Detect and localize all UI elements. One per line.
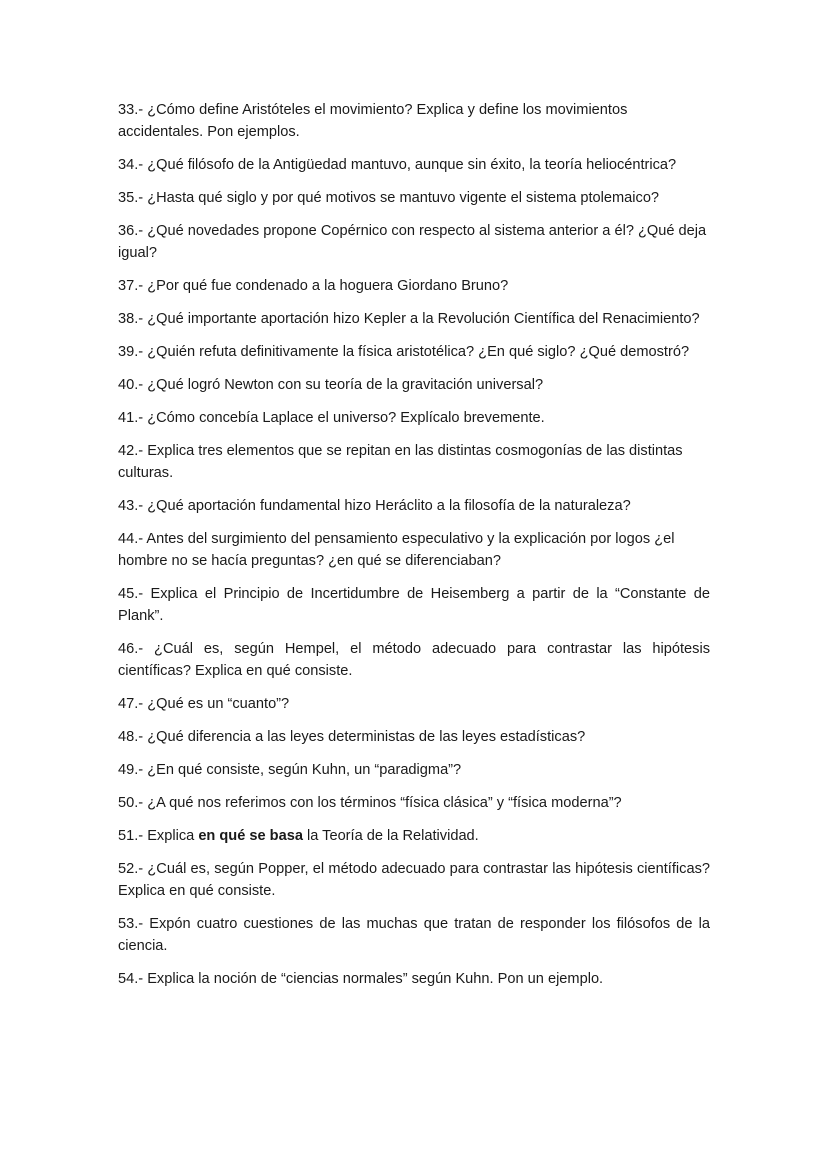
question-40: 40.- ¿Qué logró Newton con su teoría de la gravitación universal? — [118, 377, 544, 393]
question-37: 37.- ¿Por qué fue condenado a la hoguera Giordano Bruno? — [118, 278, 509, 294]
question-46: 46.- ¿Cuál es, según Hempel, el método adecuado para contrastar las hipótesis científicas? Explica en qué consiste. — [118, 641, 710, 679]
question-45: 45.- Explica el Principio de Incertidumbre de Heisemberg a partir de la “Constante de Plank”. — [118, 586, 710, 624]
question-39: 39.- ¿Quién refuta definitivamente la física aristotélica? ¿En qué siglo? ¿Qué demostró? — [118, 344, 690, 360]
question-42: 42.- Explica tres elementos que se repitan en las distintas cosmogonías de las distintas culturas. — [118, 443, 683, 481]
question-48: 48.- ¿Qué diferencia a las leyes deterministas de las leyes estadísticas? — [118, 729, 586, 745]
question-51-suffix: la Teoría de la Relatividad. — [302, 828, 479, 844]
question-51 — [118, 825, 710, 847]
question-44: 44.- Antes del surgimiento del pensamiento especulativo y la explicación por logos ¿el hombre no se hacía preguntas? ¿en qué se diferenciaban? — [118, 531, 675, 569]
question-51-prefix: 51.- Explica — [118, 828, 199, 844]
question-50: 50.- ¿A qué nos referimos con los términos “física clásica” y “física moderna”? — [118, 795, 622, 811]
question-54: 54.- Explica la noción de “ciencias normales” según Kuhn. Pon un ejemplo. — [118, 971, 604, 987]
question-35: 35.- ¿Hasta qué siglo y por qué motivos se mantuvo vigente el sistema ptolemaico? — [118, 190, 660, 206]
question-47: 47.- ¿Qué es un “cuanto”? — [118, 696, 290, 712]
question-43: 43.- ¿Qué aportación fundamental hizo Heráclito a la filosofía de la naturaleza? — [118, 498, 631, 514]
question-52: 52.- ¿Cuál es, según Popper, el método adecuado para contrastar las hipótesis científicas? Explica en qué consiste. — [118, 861, 710, 899]
question-33: 33.- ¿Cómo define Aristóteles el movimiento? Explica y define los movimientos accidentales. Pon ejemplos. — [118, 102, 628, 140]
question-49: 49.- ¿En qué consiste, según Kuhn, un “paradigma”? — [118, 762, 462, 778]
question-36: 36.- ¿Qué novedades propone Copérnico con respecto al sistema anterior a él? ¿Qué deja igual? — [118, 223, 707, 261]
question-34: 34.- ¿Qué filósofo de la Antigüedad mantuvo, aunque sin éxito, la teoría heliocéntrica? — [118, 157, 677, 173]
question-list — [118, 99, 710, 1001]
question-38: 38.- ¿Qué importante aportación hizo Kepler a la Revolución Científica del Renacimiento? — [118, 311, 700, 327]
question-53: 53.- Expón cuatro cuestiones de las muchas que tratan de responder los filósofos de la ciencia. — [118, 916, 710, 954]
question-41: 41.- ¿Cómo concebía Laplace el universo? Explícalo brevemente. — [118, 410, 545, 426]
question-51-emphasis: en qué se basa — [198, 828, 303, 844]
